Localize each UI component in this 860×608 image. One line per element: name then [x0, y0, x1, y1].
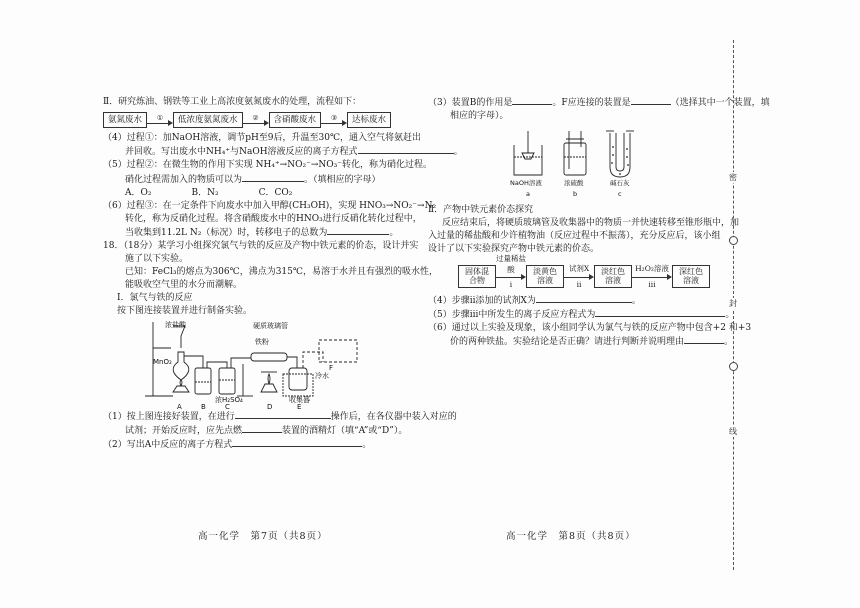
answer-blank[interactable]	[242, 424, 282, 433]
question-6-line-2: 价的两种铁盐。实验结论是否正确？请进行判断并说明理由 。	[450, 337, 734, 348]
known-line-2: 能吸收空气里的水分而潮解。	[125, 279, 243, 290]
flow-box-2: 低浓度氨氮废水	[173, 112, 243, 128]
question-5-line-2: 硝化过程需加入的物质可以为 。（填相应的字母）	[125, 174, 381, 185]
question-6-line-1: （6）通过以上实验及现象，该小组同学认为氯气与铁的反应产物中包含+2 和+3	[428, 323, 752, 334]
apparatus-letter: C	[225, 403, 230, 411]
section-2-title: Ⅱ．研究炼油、钢铁等工业上高浓度氨氮废水的处理，流程如下：	[103, 97, 362, 107]
device-letter: c	[618, 190, 622, 199]
question-1-line-2: 试剂；开始反应时，应先点燃 装置的酒精灯（填“A”或“D”）。	[125, 426, 408, 437]
apparatus-diagram	[143, 318, 403, 410]
apparatus-label: 铁粉	[255, 338, 269, 347]
device-label: NaOH溶液	[510, 179, 542, 188]
device-letter: a	[526, 190, 530, 199]
flow-box-3: 淡红色溶液	[594, 265, 632, 288]
question-5-line-1: （5）过程②：在微生物的作用下实现 NH₄⁺→NO₂⁻→NO₃⁻转化，称为硝化过程。	[103, 160, 432, 171]
flow-arrow-3: H₂O₂溶液 iii	[632, 264, 672, 288]
page-7-footer: 高一化学 第7页（共8页）	[198, 531, 328, 542]
page-8	[428, 96, 770, 349]
question-2-line: （2）写出A中反应的离子方程式 。	[103, 440, 372, 451]
section-1-title: Ⅰ．氯气与铁的反应	[117, 292, 193, 303]
apparatus-label: 收集器	[289, 396, 310, 405]
flow-box-1: 固体混合物	[458, 265, 496, 288]
question-4-line-2: 并回收。写出废水中NH₄⁺与NaOH溶液反应的离子方程式 。	[125, 147, 463, 158]
apparatus-letter: A	[177, 403, 182, 411]
question-4-line-1: （4）过程①：加NaOH溶液，调节pH至9后，升温至30℃，通入空气将氨赶出	[103, 133, 422, 144]
flow-arrow-1: 过量稀盐酸 i	[496, 254, 526, 290]
question-18-line-1: 18．（18分）某学习小组探究氯气与铁的反应及产物中铁元素的价态，设计并实	[103, 240, 419, 251]
section-2-text-2: 入过量的稀盐酸和少许植物油（反应过程中不振荡），充分反应后，该小组	[428, 231, 721, 242]
flow-arrow-2: 试剂X ii	[564, 264, 594, 288]
apparatus-label: F	[329, 364, 334, 373]
option-b: B．N₂	[191, 187, 219, 198]
valence-test-flow	[458, 254, 718, 290]
question-5-line: （5）步骤ⅲ中所发生的离子反应方程式为 。	[428, 310, 735, 321]
apparatus-label: 浓盐酸	[165, 321, 186, 330]
question-6-line-2: 转化，称为反硝化过程。将含硝酸废水中的HNO₃进行反硝化转化过程中，	[125, 213, 422, 224]
margin-mark: 线	[729, 427, 737, 436]
margin-mark: 封	[729, 299, 737, 308]
known-line-1: 已知：FeCl₃的熔点为306℃，沸点为315℃，易溶于水并且有强烈的吸水性，	[125, 266, 438, 277]
device-label: 浓硫酸	[564, 179, 584, 188]
flow-arrow-3: ③	[321, 114, 347, 126]
answer-blank[interactable]	[512, 96, 552, 105]
section-2-title: Ⅱ．产物中铁元素价态探究	[428, 205, 534, 216]
option-c: C．CO₂	[258, 187, 293, 198]
flow-box-3: 含硝酸废水	[269, 112, 322, 128]
question-1-line-1: （1）按上图连接好装置，在进行 操作后，在各仪器中装入对应的	[103, 412, 457, 423]
flow-box-4: 达标废水	[347, 112, 391, 128]
question-3-line-1: （3）装置B的作用是 。F应连接的装置是 （选择其中一个装置，填	[428, 98, 770, 108]
section-2-text-3: 设计了以下实验探究产物中铁元素的价态。	[428, 244, 600, 255]
question-18-line-2: 施了以下实验。	[125, 253, 189, 264]
answer-blank[interactable]	[232, 438, 362, 447]
wastewater-flow-chart	[103, 112, 403, 128]
answer-blank[interactable]	[235, 410, 331, 419]
flow-box-2: 淡黄色溶液	[526, 265, 564, 288]
flow-box-4: 深红色溶液	[672, 265, 710, 288]
question-4-line: （4）步骤ⅱ添加的试剂X为 。	[428, 296, 641, 307]
question-6-line-3: 当收集到11.2L N₂（标况）时，转移电子的总数为 。	[125, 227, 399, 238]
page-7	[103, 96, 463, 452]
apparatus-label: 硬质玻璃管	[253, 322, 288, 331]
absorption-devices	[506, 127, 686, 201]
apparatus-label: 浓H₂SO₄	[215, 396, 243, 405]
section-2-text-1: 反应结束后，将硬质玻璃管及收集器中的物质一并快速转移至锥形瓶中，加	[442, 218, 740, 229]
question-6-line-1: （6）过程③：在一定条件下向废水中加入甲醇(CH₃OH)，实现 HNO₃→NO₂⁻→N₂	[103, 200, 437, 211]
device-letter: b	[573, 190, 578, 199]
flow-arrow-2: ②	[243, 114, 269, 126]
answer-blank[interactable]	[327, 226, 389, 235]
flow-arrow-1: ①	[147, 114, 173, 126]
answer-blank[interactable]	[595, 308, 725, 317]
apparatus-letter: D	[267, 403, 273, 411]
answer-blank[interactable]	[536, 294, 632, 303]
apparatus-label: 冷水	[315, 372, 329, 381]
section-1-text: 按下图连接装置并进行制备实验。	[117, 305, 253, 316]
binding-hole	[729, 362, 738, 371]
binding-hole	[729, 236, 738, 245]
apparatus-letter: B	[201, 403, 206, 411]
question-3-line-2: 相应的字母）。	[450, 111, 509, 122]
option-a: A．O₂	[125, 187, 152, 198]
flow-box-1: 氨氮废水	[103, 112, 147, 128]
question-5-options	[103, 187, 403, 200]
answer-blank[interactable]	[684, 335, 724, 344]
answer-blank[interactable]	[631, 96, 671, 105]
page-8-footer: 高一化学 第8页（共8页）	[506, 531, 636, 542]
device-label: 碱石灰	[610, 179, 630, 188]
margin-mark: 密	[729, 173, 737, 182]
apparatus-label: MnO₂	[153, 358, 172, 367]
apparatus-letter: E	[297, 403, 302, 411]
answer-blank[interactable]	[242, 173, 304, 182]
